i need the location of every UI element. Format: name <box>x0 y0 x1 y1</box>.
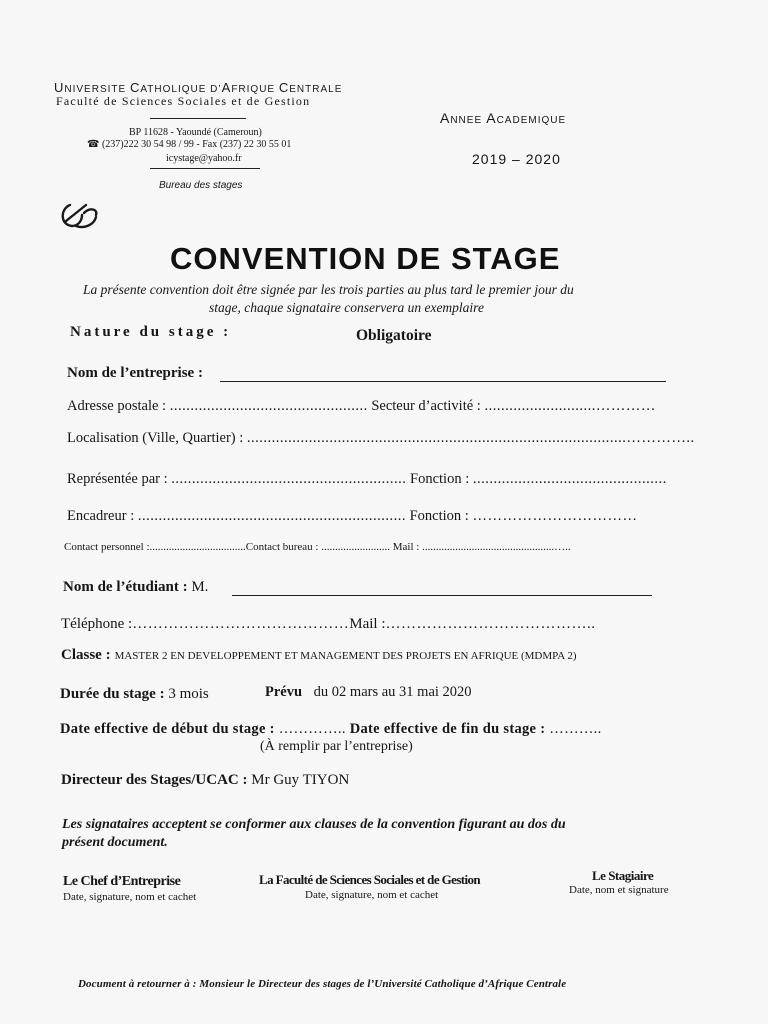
duration-value: 3 mois <box>168 686 209 702</box>
class-label: Classe : <box>61 647 111 663</box>
function2-label: Fonction : <box>409 508 469 524</box>
signature-company-title: Le Chef d’Entreprise <box>63 874 181 889</box>
email-text: icystage@yahoo.fr <box>166 153 242 164</box>
class-row <box>61 646 577 664</box>
student-phone-field[interactable]: …………………………………… <box>132 616 350 632</box>
bureau-label: Bureau des stages <box>159 180 243 191</box>
signature-faculty-sub: Date, signature, nom et cachet <box>305 889 439 901</box>
student-mail-field[interactable]: ………………………………….. <box>385 616 596 632</box>
return-instruction: Document à retourner à : Monsieur le Directeur des stages de l’Université Catholique d’Afrique Centrale <box>78 978 567 990</box>
director-value: Mr Guy TIYON <box>251 772 350 788</box>
director-row <box>61 772 349 789</box>
location-label: Localisation (Ville, Quartier) : <box>67 430 244 446</box>
student-mail-label: Mail : <box>349 616 386 632</box>
supervisor-row <box>67 508 637 525</box>
company-name-field[interactable] <box>220 381 666 382</box>
sector-label: Secteur d’activité : <box>371 398 481 414</box>
postal-address-field[interactable]: ................................................ <box>169 398 368 414</box>
function-field[interactable]: ............................................... <box>472 471 667 487</box>
nature-label: Nature du stage : <box>70 324 232 340</box>
agreement-line-2: présent document. <box>62 835 168 850</box>
sector-field[interactable]: ...........................………… <box>484 398 656 414</box>
company-fill-note: (À remplir par l’entreprise) <box>260 739 413 754</box>
student-name-row <box>63 579 208 596</box>
postal-address-label: Adresse postale : ................................................ Secteur d’activité : ...........................………… <box>67 398 656 414</box>
planned-value: du 02 mars au 31 mai 2020 <box>313 684 472 700</box>
intro-line-2: stage, chaque signataire conservera un exemplaire <box>209 300 484 315</box>
start-date-label: Date effective de début du stage : <box>60 721 275 737</box>
end-date-label: Date effective de fin du stage : <box>349 721 546 737</box>
student-name-field[interactable] <box>232 595 652 596</box>
document-title: CONVENTION DE STAGE <box>170 241 561 276</box>
representative-label: Représentée par : <box>67 471 168 487</box>
supervisor-field[interactable]: ................................................................. <box>137 508 406 524</box>
location-field[interactable]: ............................................................................................………….. <box>246 430 695 446</box>
duration-label: Durée du stage : <box>60 686 165 702</box>
faculty-name: Faculté de Sciences Sociales et de Gestion <box>56 94 311 108</box>
signature-student-sub: Date, nom et signature <box>569 884 669 896</box>
effective-dates-row <box>60 721 602 738</box>
contact-row: Contact personnel :...................................Contact bureau : ......................... Mail : ................................................….. <box>64 541 571 553</box>
start-date-field[interactable]: ………….. <box>278 721 346 737</box>
university-name: UNIVERSITE CATHOLIQUE D’AFRIQUE CENTRALE <box>54 80 343 95</box>
agreement-line-1: Les signataires acceptent se conformer aux clauses de la convention figurant au dos du <box>62 817 566 832</box>
planned-label: Prévu <box>265 684 303 700</box>
student-name-prefix: M. <box>191 579 209 595</box>
nature-value: Obligatoire <box>356 327 432 344</box>
end-date-field[interactable]: ……….. <box>549 721 602 737</box>
student-name-label: Nom de l’étudiant : <box>63 579 188 595</box>
phone-fax-text: ☎ (237)222 30 54 98 / 99 - Fax (237) 22 30 55 01 <box>87 139 292 150</box>
academic-year-value: 2019 – 2020 <box>472 151 561 167</box>
university-logo <box>56 199 106 233</box>
intro-line-1: La présente convention doit être signée par les trois parties au plus tard le premier jour du <box>83 282 574 297</box>
address-text: BP 11628 - Yaoundé (Cameroun) <box>129 127 262 138</box>
representative-field[interactable]: ......................................................... <box>171 471 407 487</box>
signature-student-title: Le Stagiaire <box>592 868 654 883</box>
function2-field[interactable]: …………………………… <box>472 508 638 524</box>
company-name-label: Nom de l’entreprise : <box>67 365 203 381</box>
representative-row <box>67 471 667 488</box>
signature-faculty-title: La Faculté de Sciences Sociales et de Gestion <box>259 872 481 887</box>
class-value: MASTER 2 EN DEVELOPPEMENT ET MANAGEMENT DES PROJETS EN AFRIQUE (MDMPA 2) <box>114 650 577 662</box>
duration-row <box>60 686 209 703</box>
supervisor-label: Encadreur : <box>67 508 135 524</box>
director-label: Directeur des Stages/UCAC : <box>61 772 248 788</box>
signature-company-sub: Date, signature, nom et cachet <box>63 891 197 903</box>
student-phone-label: Téléphone : <box>61 616 133 632</box>
student-phone-row <box>61 616 595 633</box>
academic-year-label: Annee Academique <box>440 110 567 126</box>
planned-row <box>265 684 472 701</box>
function-label: Fonction : <box>410 471 470 487</box>
header-divider <box>150 118 246 119</box>
location-row <box>67 430 695 447</box>
email-underline <box>150 168 260 169</box>
